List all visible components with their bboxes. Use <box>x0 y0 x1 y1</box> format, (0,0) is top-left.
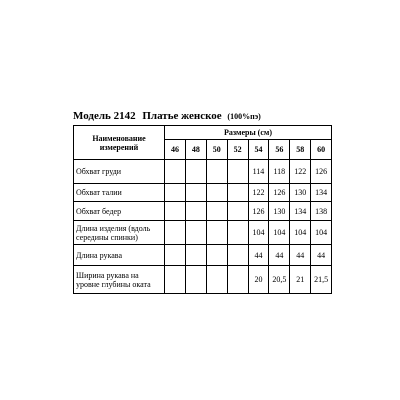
table-cell <box>185 245 206 266</box>
table-cell: 44 <box>311 245 332 266</box>
table-row <box>74 245 332 266</box>
table-cell: 126 <box>248 202 269 221</box>
table-cell <box>165 266 186 294</box>
size-header-48: 48 <box>185 140 206 160</box>
row-label: Ширина рукава на уровне глубины оката <box>74 266 165 294</box>
table-cell <box>165 160 186 184</box>
table-cell <box>206 221 227 245</box>
table-cell <box>227 184 248 202</box>
table-cell: 20,5 <box>269 266 290 294</box>
table-cell <box>165 245 186 266</box>
sizes-header: Размеры (см) <box>165 126 332 140</box>
table-cell: 20 <box>248 266 269 294</box>
table-cell: 138 <box>311 202 332 221</box>
document-title <box>73 110 261 123</box>
fabric-note: (100%пэ) <box>227 112 261 121</box>
table-cell: 118 <box>269 160 290 184</box>
table-cell: 126 <box>269 184 290 202</box>
table-cell: 134 <box>311 184 332 202</box>
size-chart-table <box>73 125 332 294</box>
row-label: Обхват бедер <box>74 202 165 221</box>
table-cell: 44 <box>269 245 290 266</box>
size-header-52: 52 <box>227 140 248 160</box>
table-cell: 104 <box>248 221 269 245</box>
table-cell <box>206 184 227 202</box>
table-cell: 104 <box>311 221 332 245</box>
table-cell: 126 <box>311 160 332 184</box>
table-cell: 44 <box>248 245 269 266</box>
table-cell <box>165 184 186 202</box>
table-cell <box>206 266 227 294</box>
table-cell: 104 <box>269 221 290 245</box>
size-header-46: 46 <box>165 140 186 160</box>
table-cell <box>185 221 206 245</box>
table-cell: 21 <box>290 266 311 294</box>
table-row <box>74 266 332 294</box>
table-cell: 21,5 <box>311 266 332 294</box>
table-cell: 122 <box>248 184 269 202</box>
table-cell <box>206 160 227 184</box>
row-label: Обхват талии <box>74 184 165 202</box>
row-label: Длина рукава <box>74 245 165 266</box>
table-row <box>74 184 332 202</box>
table-cell <box>185 184 206 202</box>
measurement-name-header: Наименование измерений <box>74 126 165 160</box>
table-cell <box>165 202 186 221</box>
table-cell <box>227 221 248 245</box>
table-cell <box>206 245 227 266</box>
table-cell <box>227 266 248 294</box>
table-cell <box>185 160 206 184</box>
table-cell: 104 <box>290 221 311 245</box>
table-cell: 130 <box>290 184 311 202</box>
size-header-60: 60 <box>311 140 332 160</box>
table-cell: 130 <box>269 202 290 221</box>
table-row <box>74 202 332 221</box>
table-cell <box>206 202 227 221</box>
table-cell <box>227 160 248 184</box>
size-header-50: 50 <box>206 140 227 160</box>
table-cell <box>185 202 206 221</box>
product-name: Платье женское <box>142 110 222 122</box>
table-cell <box>227 245 248 266</box>
size-header-56: 56 <box>269 140 290 160</box>
row-label: Длина изделия (вдоль середины спинки) <box>74 221 165 245</box>
table-cell <box>165 221 186 245</box>
table-row <box>74 160 332 184</box>
size-header-58: 58 <box>290 140 311 160</box>
model-number: Модель 2142 <box>73 110 136 122</box>
table-cell: 122 <box>290 160 311 184</box>
row-label: Обхват груди <box>74 160 165 184</box>
table-cell <box>227 202 248 221</box>
header-row-top <box>74 126 332 140</box>
table-row <box>74 221 332 245</box>
table-cell: 44 <box>290 245 311 266</box>
table-cell: 134 <box>290 202 311 221</box>
table-cell: 114 <box>248 160 269 184</box>
table-cell <box>185 266 206 294</box>
size-header-54: 54 <box>248 140 269 160</box>
